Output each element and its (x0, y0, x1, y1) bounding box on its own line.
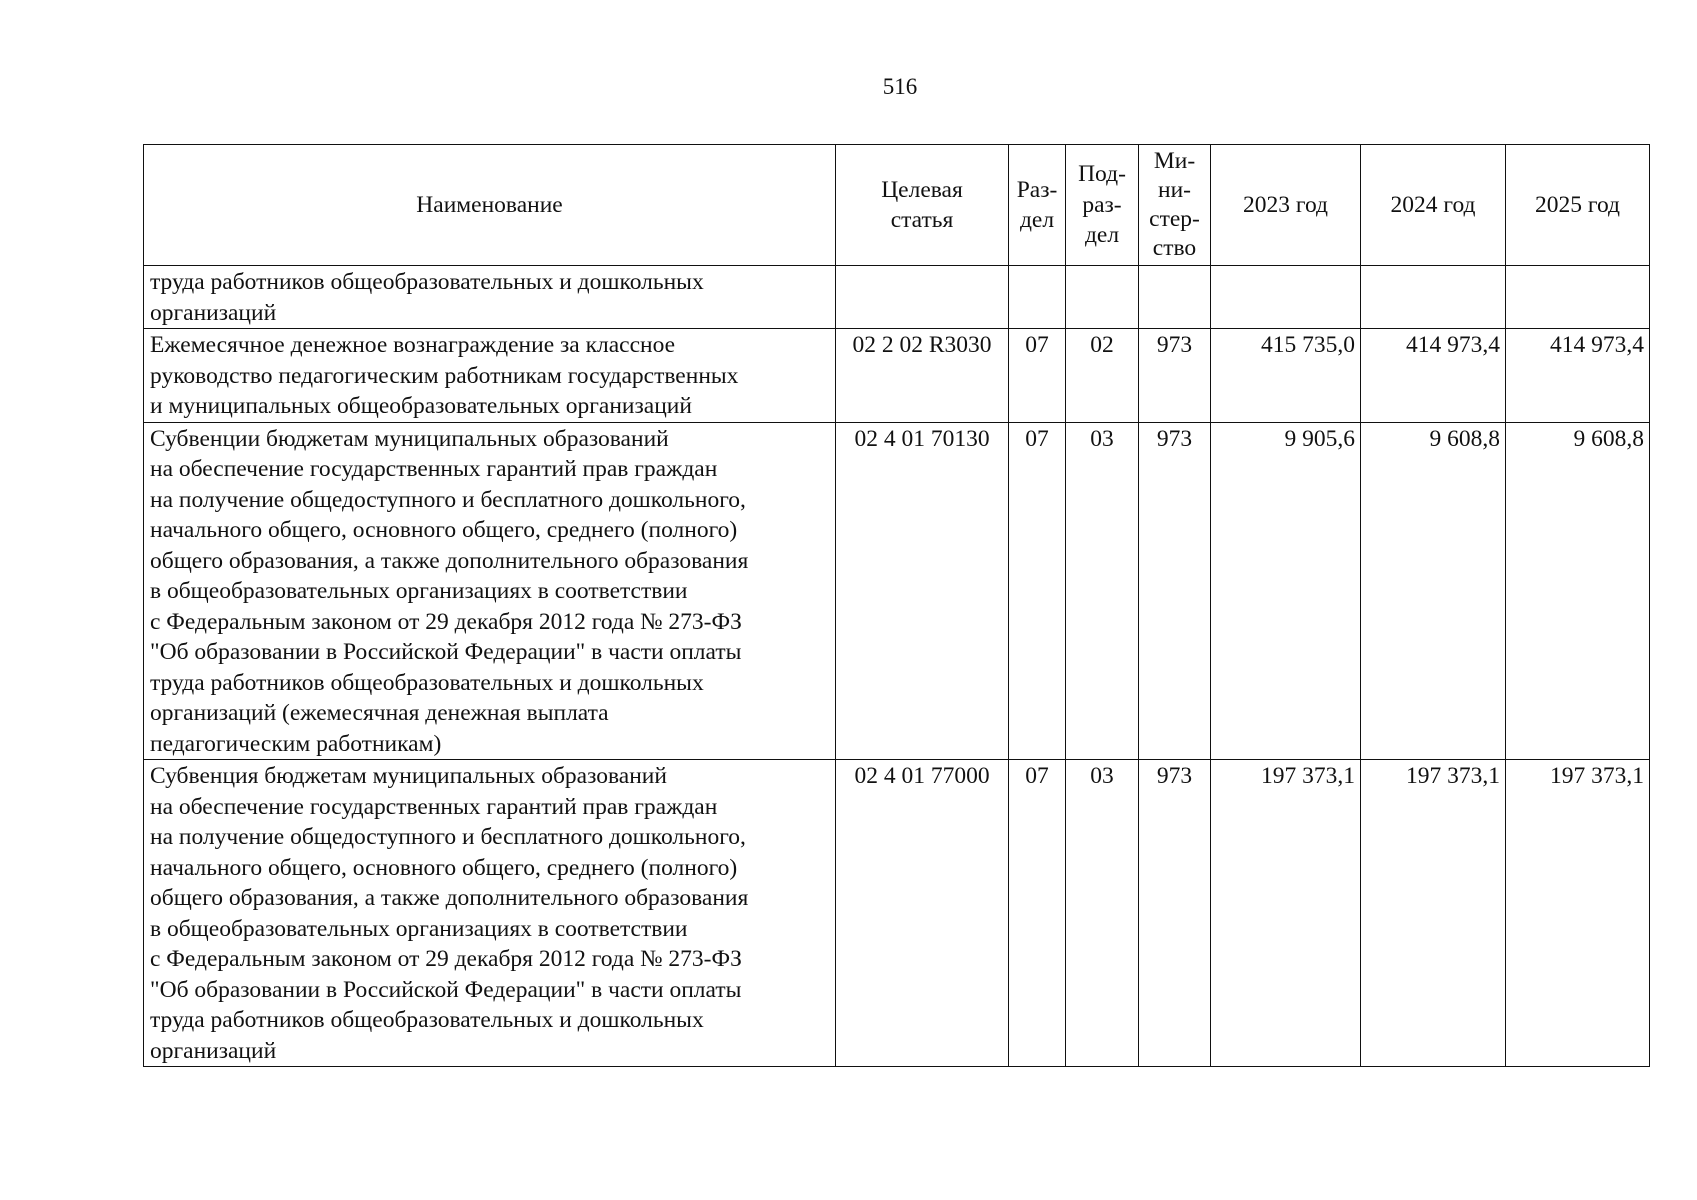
row-target-article: 02 4 01 77000 (836, 760, 1009, 1067)
table-header-row (144, 145, 1650, 266)
row-2023 (1211, 266, 1361, 329)
row-subsection (1066, 266, 1139, 329)
budget-table (143, 144, 1650, 1067)
header-2023: 2023 год (1211, 145, 1361, 266)
header-ministry: Ми- ни- стер- ство (1139, 145, 1211, 266)
row-ministry: 973 (1139, 760, 1211, 1067)
row-2025: 9 608,8 (1506, 422, 1650, 760)
table-row (144, 422, 1650, 760)
row-name: Субвенция бюджетам муниципальных образований на обеспечение государственных гарантий прав граждан на получение общедоступного и бесплатного дошкольного, начального общего, основного общего, среднего (полного) общего образования, а также дополнительного образования в общеобразовательных организациях в соответствии с Федеральным законом от 29 декабря 2012 года № 273-ФЗ "Об образовании в Российской Федерации" в части оплаты труда работников общеобразовательных и дошкольных организаций (144, 760, 836, 1067)
row-2024: 414 973,4 (1361, 329, 1506, 423)
row-2023: 197 373,1 (1211, 760, 1361, 1067)
row-ministry: 973 (1139, 422, 1211, 760)
page-number: 516 (882, 74, 918, 99)
header-section: Раз- дел (1009, 145, 1066, 266)
row-subsection: 03 (1066, 760, 1139, 1067)
row-target-article: 02 4 01 70130 (836, 422, 1009, 760)
row-section (1009, 266, 1066, 329)
table-row (144, 266, 1650, 329)
header-2024: 2024 год (1361, 145, 1506, 266)
row-section: 07 (1009, 422, 1066, 760)
row-2025: 197 373,1 (1506, 760, 1650, 1067)
row-subsection: 02 (1066, 329, 1139, 423)
header-target-article: Целевая статья (836, 145, 1009, 266)
row-2024: 197 373,1 (1361, 760, 1506, 1067)
row-subsection: 03 (1066, 422, 1139, 760)
row-section: 07 (1009, 760, 1066, 1067)
header-2025: 2025 год (1506, 145, 1650, 266)
row-2023: 9 905,6 (1211, 422, 1361, 760)
header-subsection: Под- раз- дел (1066, 145, 1139, 266)
row-2025 (1506, 266, 1650, 329)
row-ministry: 973 (1139, 329, 1211, 423)
row-2023: 415 735,0 (1211, 329, 1361, 423)
row-2024: 9 608,8 (1361, 422, 1506, 760)
row-name: труда работников общеобразовательных и дошкольных организаций (144, 266, 836, 329)
row-name: Субвенции бюджетам муниципальных образований на обеспечение государственных гарантий прав граждан на получение общедоступного и бесплатного дошкольного, начального общего, основного общего, среднего (полного) общего образования, а также дополнительного образования в общеобразовательных организациях в соответствии с Федеральным законом от 29 декабря 2012 года № 273-ФЗ "Об образовании в Российской Федерации" в части оплаты труда работников общеобразовательных и дошкольных организаций (ежемесячная денежная выплата педагогическим работникам) (144, 422, 836, 760)
row-target-article (836, 266, 1009, 329)
table-row (144, 760, 1650, 1067)
row-ministry (1139, 266, 1211, 329)
row-section: 07 (1009, 329, 1066, 423)
row-2025: 414 973,4 (1506, 329, 1650, 423)
header-name: Наименование (144, 145, 836, 266)
row-name: Ежемесячное денежное вознаграждение за классное руководство педагогическим работникам государственных и муниципальных общеобразовательных организаций (144, 329, 836, 423)
row-2024 (1361, 266, 1506, 329)
row-target-article: 02 2 02 R3030 (836, 329, 1009, 423)
table-row (144, 329, 1650, 423)
